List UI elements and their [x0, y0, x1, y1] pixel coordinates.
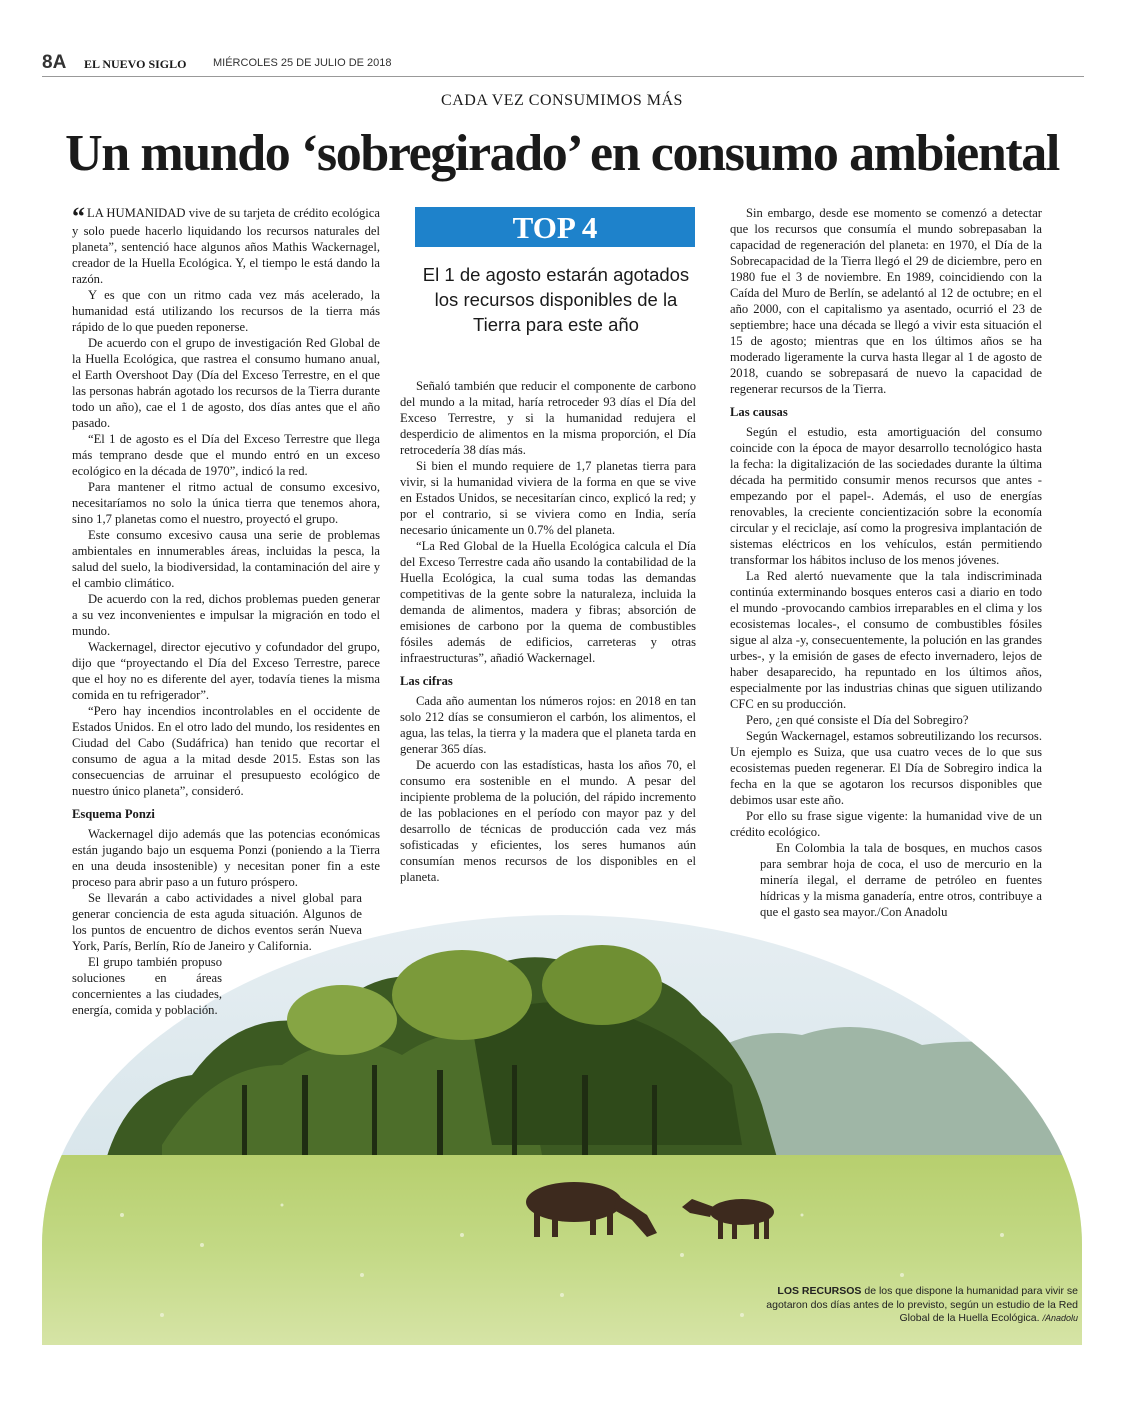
paragraph: Pero, ¿en qué consiste el Día del Sobregiro? — [746, 713, 969, 727]
paragraph: El grupo también propuso soluciones en áreas concernientes a las ciudades, energía, comida y población. — [72, 955, 222, 1017]
section-heading: Esquema Ponzi — [72, 807, 155, 821]
paragraph: Wackernagel, director ejecutivo y cofundador del grupo, dijo que “proyectando el Día del Exceso Terrestre, parece que el hoy no es diferente del ayer, todavía tienes la misma comida en tu refrigerador”. — [72, 640, 380, 702]
photo-caption — [740, 1285, 1078, 1326]
paragraph: Señaló también que reducir el componente de carbono del mundo a la mitad, haría retroceder 93 días el Día del Exceso Terrestre, y si la humanidad redujera el desperdicio de alimentos en la misma proporción, el Día retrocedería 38 días más. — [400, 379, 696, 457]
paragraph: “La Red Global de la Huella Ecológica calcula el Día del Exceso Terrestre cada año usando la contabilidad de la Huella Ecológica, la cual suma todas las demandas competitivas de la gente sobre la naturaleza, incluida la demanda de alimentos, madera y fibras; absorción de emisiones de carbono por la quema de combustibles fósiles además de edificios, carreteras y otras infraestructuras”, añadió Wackernagel. — [400, 539, 696, 665]
lead-paragraph: “ LA HUMANIDAD vive de su tarjeta de crédito ecológica y solo puede hacerlo liquidando los recursos naturales del planeta”, sentenció hace algunos años Mathis Wackernagel, creador de la Huella Ecológica. Y, el tiempo le está dando la razón. — [72, 202, 380, 286]
top4-box: TOP 4 — [415, 207, 695, 247]
article-column-2 — [400, 378, 696, 885]
paragraph: “Pero hay incendios incontrolables en el occidente de Estados Unidos. En el otro lado del mundo, los residentes en Ciudad del Cabo (Sudáfrica) han tenido que recortar el consumo de agua a la mitad desde 2015. Estas son las consecuencias de arruinar el presupuesto ecológico de nuestro único planeta”, consideró. — [72, 704, 380, 798]
kicker: CADA VEZ CONSUMIMOS MÁS — [441, 92, 683, 109]
paragraph: De acuerdo con las estadísticas, hasta los años 70, el consumo era sostenible en el mundo. A pesar del incipiente problema de la polución, del rápido incremento de las poblaciones en el período con mayor paz y del desarrollo de técnicas de producción cada vez más sofisticadas y eficientes, los seres humanos aún consumían menos recursos de los disponibles en el planeta. — [400, 758, 696, 884]
subheadline: El 1 de agosto estarán agotados los recursos disponibles de la Tierra para este año — [422, 264, 690, 335]
paragraph: Según el estudio, esta amortiguación del consumo coincide con la época de mayor desarrollo tecnológico hasta la fecha: la digitalización de las sociedades durante la última década ha permitido consumir menos recursos que antes -empezando por el papel-. Además, el uso de energías renovables, la creciente concientización sobre la economía circular y el reciclaje, así como la progresiva implantación de sistemas eléctricos en los vehículos, están permitiendo transformar los hábitos incluso de los menos jóvenes. — [730, 425, 1042, 567]
article-column-1 — [72, 202, 380, 1018]
photo-credit: /Anadolu — [1042, 1313, 1078, 1323]
paragraph: Por ello su frase sigue vigente: la humanidad vive de un crédito ecológico. — [730, 809, 1042, 839]
paragraph: Cada año aumentan los números rojos: en 2018 en tan solo 212 días se consumieron el carbón, los alimentos, el agua, las telas, la tierra y la madera que el planeta tarda en generar 365 días. — [400, 694, 696, 756]
caption-lead: LOS RECURSOS — [777, 1285, 862, 1297]
newspaper-name: EL NUEVO SIGLO — [84, 57, 187, 71]
paragraph: Para mantener el ritmo actual de consumo excesivo, necesitaríamos no solo la única tierra que tenemos ahora, sino 1,7 planetas como el nuestro, proyectó el grupo. — [72, 480, 380, 526]
page-header — [42, 52, 1084, 77]
paragraph: De acuerdo con la red, dichos problemas pueden generar a su vez inconvenientes e impulsar la migración en todo el mundo. — [72, 592, 380, 638]
paragraph: Sin embargo, desde ese momento se comenzó a detectar que los recursos que consumía el mundo sobrepasaban la capacidad de regeneración del planeta: en 1970, el Día de la Sobrecapacidad de la Tierra llegó el 29 de diciembre, pero en 1980 fue el 3 de noviembre. En 1989, coincidiendo con la Caída del Muro de Berlín, se adelantó al 12 de octubre; en el año 2000, con el capitalismo ya asentado, ocurrió el 23 de septiembre; hace una década se llegó a vivir esta situación el 15 de agosto; mientras que en los últimos años se ha moderado ligeramente la curva hasta llegar al 1 de agosto de 2018, cuando se sobrepasará de nuevo la capacidad de regenerar recursos de la Tierra. — [730, 206, 1042, 396]
paragraph: De acuerdo con el grupo de investigación Red Global de la Huella Ecológica, que rastrea el consumo humano anual, el Earth Overshoot Day (Día del Exceso Terrestre, en el que las personas habrán agotado los recursos de la Tierra durante todo un año), cae el 1 de agosto, dos días antes que el año pasado. — [72, 336, 380, 430]
paragraph: Si bien el mundo requiere de 1,7 planetas tierra para vivir, si la humanidad viviera de la forma en que se vive en Estados Unidos, se necesitarían cinco, explicó la red; y por el contrario, si se viviera como en India, sería necesario únicamente un 0.7% del planeta. — [400, 459, 696, 537]
paragraph: La Red alertó nuevamente que la tala indiscriminada continúa exterminando bosques enteros casi a diario en todo el mundo -provocando cambios irreparables en el clima y los ecosistemas locales-, el consumo de combustibles fósiles sigue al alza -y, consecuentemente, la polución en las grandes urbes-, y la emisión de gases de efecto invernadero, lejos de haber desaparecido, ha repuntado en los últimos años, especialmente por las industrias chinas que siguen utilizando CFC en su producción. — [730, 569, 1042, 711]
paragraph: Y es que con un ritmo cada vez más acelerado, la humanidad está utilizando los recursos de la tierra más rápido de lo que pueden reponerse. — [72, 288, 380, 334]
paragraph: Este consumo excesivo causa una serie de problemas ambientales en innumerables áreas, incluidas la pesca, la salud del suelo, la biodiversidad, la contaminación del aire y el cambio climático. — [72, 528, 380, 590]
section-heading: Las causas — [730, 405, 788, 419]
headline: Un mundo ‘sobregirado’ en consumo ambiental — [65, 125, 1059, 182]
caption-text: de los que dispone la humanidad para vivir se agotaron dos días antes de lo previsto, según un estudio de la Red Global de la Huella Ecológica. — [766, 1285, 1078, 1324]
issue-date: MIÉRCOLES 25 DE JULIO DE 2018 — [213, 57, 392, 69]
section-heading: Las cifras — [400, 674, 453, 688]
opening-quote-mark: “ — [72, 202, 85, 231]
paragraph: En Colombia la tala de bosques, en muchos casos para sembrar hoja de coca, el uso de mercurio en la minería ilegal, el derrame de petróleo en fuentes hídricas y la misma ganadería, entre otros, contribuye a que el gasto sea mayor./Con Anadolu — [760, 841, 1042, 919]
paragraph: “El 1 de agosto es el Día del Exceso Terrestre que llega más temprano desde que el mundo entró en un exceso ecológico en la década de 1970”, indicó la red. — [72, 432, 380, 478]
paragraph: Wackernagel dijo además que las potencias económicas están jugando bajo un esquema Ponzi (poniendo a la Tierra en una deuda insostenible) y necesitan poner fin a este proceso para abrir paso a un futuro próspero. — [72, 827, 380, 889]
paragraph: Se llevarán a cabo actividades a nivel global para generar conciencia de esta aguda situación. Algunos de los puntos de encuentro de dichos eventos serán Nueva York, París, Berlín, Río de Janeiro y California. — [72, 891, 362, 953]
article-column-3 — [730, 205, 1042, 920]
paragraph: Según Wackernagel, estamos sobreutilizando los recursos. Un ejemplo es Suiza, que usa cuatro veces de lo que sus ecosistemas pueden regenerar. El Día de Sobregiro indica la fecha en la que se agotaron los recursos disponibles que debimos usar este año. — [730, 729, 1042, 807]
page-number: 8A — [42, 52, 67, 73]
